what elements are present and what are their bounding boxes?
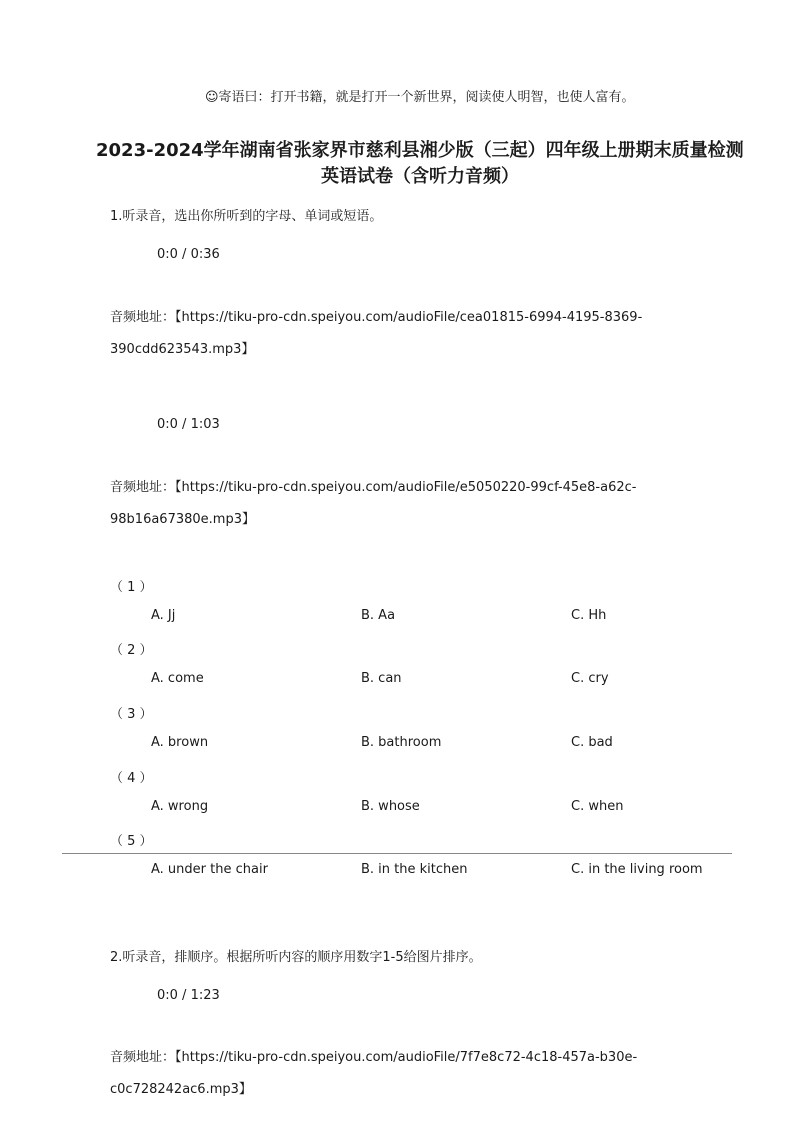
- audio-player[interactable]: 0:0 / 0:36: [157, 247, 220, 262]
- item-number: （ 4 ）: [110, 771, 153, 786]
- option-a: A. come: [151, 671, 204, 686]
- audio-url-line: 98b16a67380e.mp3】: [110, 512, 255, 527]
- option-a: A. wrong: [151, 799, 209, 814]
- page-subtitle: 英语试卷（含听力音频）: [321, 166, 519, 187]
- option-a: A. Jj: [151, 608, 176, 623]
- question-1-instruction: 1.听录音，选出你所听到的字母、单词或短语。: [110, 209, 383, 224]
- option-b: B. whose: [361, 799, 420, 814]
- option-a: A. brown: [151, 735, 209, 750]
- page-title: 2023-2024学年湖南省张家界市慈利县湘少版（三起）四年级上册期末质量检测: [96, 140, 744, 161]
- audio-player[interactable]: 0:0 / 1:03: [157, 417, 220, 432]
- item-number: （ 3 ）: [110, 707, 153, 722]
- option-b: B. can: [361, 671, 402, 686]
- audio-url-line: 390cdd623543.mp3】: [110, 342, 255, 357]
- option-c: C. cry: [571, 671, 609, 686]
- item-number: （ 5 ）: [110, 834, 153, 849]
- audio-url-line: 音频地址：【https://tiku-pro-cdn.speiyou.com/audioFile/7f7e8c72-4c18-457a-b30e-: [110, 1050, 638, 1065]
- option-b: B. Aa: [361, 608, 396, 623]
- option-c: C. when: [571, 799, 624, 814]
- divider-line: [62, 853, 732, 854]
- option-a: A. under the chair: [151, 862, 268, 877]
- motto: ☺寄语曰：打开书籍，就是打开一个新世界，阅读使人明智，也使人富有。: [205, 90, 635, 105]
- option-b: B. in the kitchen: [361, 862, 468, 877]
- option-b: B. bathroom: [361, 735, 442, 750]
- audio-url: [110, 302, 642, 366]
- question-2-instruction: 2.听录音，排顺序。根据所听内容的顺序用数字1-5给图片排序。: [110, 950, 482, 965]
- item-number: （ 1 ）: [110, 580, 153, 595]
- audio-url-line: 音频地址：【https://tiku-pro-cdn.speiyou.com/audioFile/e5050220-99cf-45e8-a62c-: [110, 480, 637, 495]
- audio-player[interactable]: 0:0 / 1:23: [157, 988, 220, 1003]
- item-number: （ 2 ）: [110, 643, 153, 658]
- option-c: C. Hh: [571, 608, 607, 623]
- audio-url: [110, 1042, 637, 1106]
- option-c: C. in the living room: [571, 862, 703, 877]
- audio-url-line: 音频地址：【https://tiku-pro-cdn.speiyou.com/audioFile/cea01815-6994-4195-8369-: [110, 310, 643, 325]
- audio-url-line: c0c728242ac6.mp3】: [110, 1082, 252, 1097]
- audio-url: [110, 472, 636, 536]
- option-c: C. bad: [571, 735, 613, 750]
